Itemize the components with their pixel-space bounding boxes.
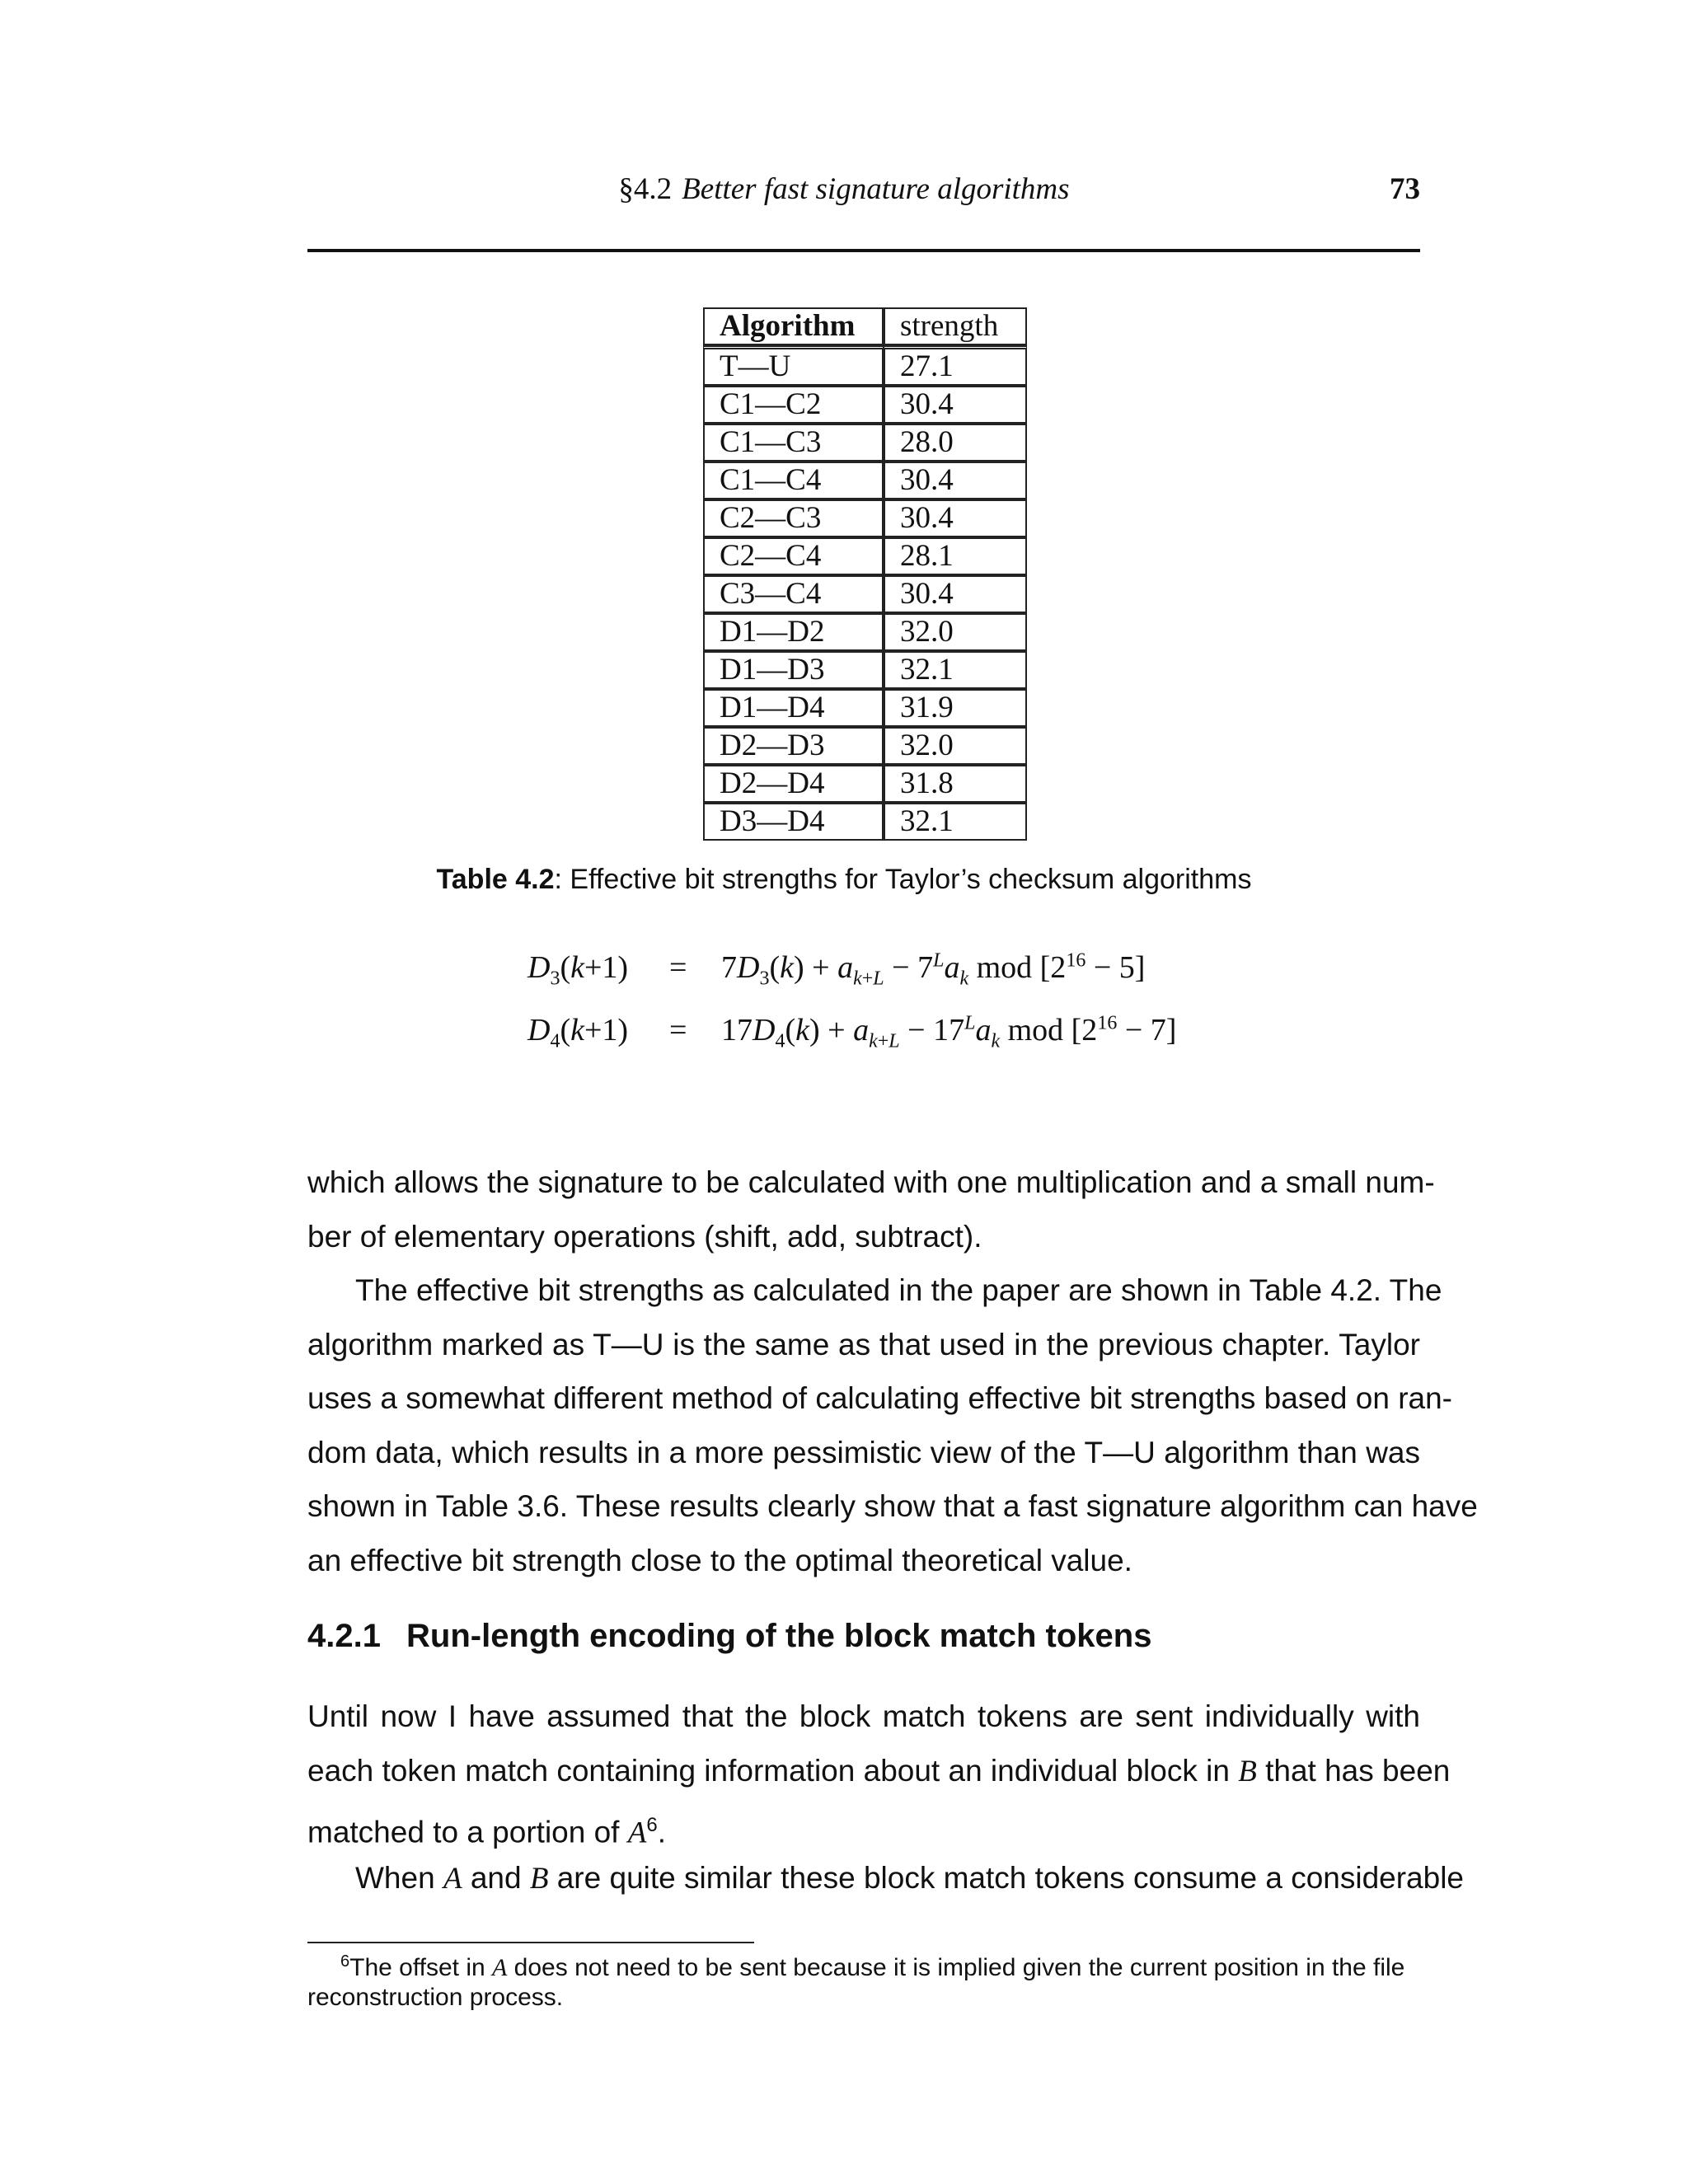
paragraph-1-line: which allows the signature to be calculated with one multiplication and a small num- [307, 1165, 1435, 1199]
paragraph-2-line: algorithm marked as T—U is the same as that used in the previous chapter. Taylor [307, 1327, 1420, 1361]
table-header-row [703, 307, 1027, 345]
text-run: The offset in [349, 1954, 493, 1981]
algorithm-cell: D1—D3 [703, 651, 884, 689]
footnote-line: reconstruction process. [307, 1984, 564, 2011]
paragraph-4 [307, 1851, 1465, 1906]
text-run: does not need to be sent because it is implied given the current position in the file [507, 1954, 1405, 1981]
algorithm-cell: C2—C3 [703, 499, 884, 537]
algorithm-cell: C3—C4 [703, 575, 884, 613]
strength-cell: 30.4 [884, 499, 1027, 537]
column-header-algorithm: Algorithm [703, 307, 884, 345]
equation-1-lhs: $D_3(k+1)$ [528, 950, 629, 990]
running-title [0, 165, 1688, 214]
equation-1-equals: = [669, 950, 687, 985]
strength-cell: 30.4 [884, 386, 1027, 424]
text-run: matched to a portion of [307, 1815, 628, 1849]
algorithm-cell: C1—C2 [703, 386, 884, 424]
paragraph-1-line: ber of elementary operations (shift, add, subtract). [307, 1219, 982, 1254]
table-row [703, 765, 1027, 803]
caption-text: : Effective bit strengths for Taylor’s checksum algorithms [554, 864, 1252, 895]
strength-cell: 31.8 [884, 765, 1027, 803]
math-variable: B [529, 1862, 549, 1896]
math-variable: A [492, 1954, 508, 1981]
table-row [703, 424, 1027, 462]
paragraph-1 [307, 1155, 1435, 1263]
paragraph-3-line: Until now I have assumed that the block match tokens are sent individually with [307, 1699, 1420, 1733]
table-caption [0, 864, 1688, 896]
algorithm-cell: D1—D4 [703, 689, 884, 727]
text-run: . [657, 1815, 666, 1849]
math-variable: A [443, 1862, 462, 1896]
subsection-heading [307, 1618, 1151, 1655]
text-run: are quite similar these block match tokens consume a considerable [548, 1861, 1465, 1895]
footnote [307, 1947, 1420, 2013]
text-run: each token match containing information about an individual block in [307, 1753, 1239, 1788]
strength-cell: 30.4 [884, 575, 1027, 613]
table-row [703, 613, 1027, 651]
table-row [703, 386, 1027, 424]
paragraph-2-line: The effective bit strengths as calculated in the paper are shown in Table 4.2. The [355, 1273, 1442, 1307]
algorithm-cell: C2—C4 [703, 537, 884, 575]
algorithm-cell: D2—D3 [703, 727, 884, 765]
table-row [703, 499, 1027, 537]
table-row [703, 727, 1027, 765]
strength-cell: 31.9 [884, 689, 1027, 727]
paragraph-3-line [307, 1744, 1451, 1799]
paragraph-3 [307, 1690, 1451, 1860]
running-header [0, 165, 1688, 214]
strength-cell: 27.1 [884, 345, 1027, 386]
paragraph-2 [307, 1263, 1478, 1587]
table-body [703, 345, 1027, 841]
running-title-text: Better fast signature algorithms [682, 172, 1070, 206]
text-run: When [355, 1861, 443, 1895]
subsection-number: 4.2.1 [307, 1618, 381, 1654]
caption-label: Table 4.2 [436, 864, 555, 895]
math-variable: A [627, 1816, 647, 1850]
paragraph-4-line [307, 1851, 1465, 1906]
paragraph-2-line: an effective bit strength close to the optimal theoretical value. [307, 1543, 1132, 1577]
text-run: that has been [1256, 1753, 1451, 1788]
footnote-line [307, 1954, 1404, 1981]
equation-2-lhs: $D_4(k+1)$ [528, 1013, 629, 1052]
table-row [703, 345, 1027, 386]
footnote-mark: 6 [340, 1952, 350, 1971]
table-row [703, 537, 1027, 575]
table-row [703, 689, 1027, 727]
algorithm-cell: D3—D4 [703, 803, 884, 841]
footnote-marker: 6 [646, 1814, 658, 1836]
header-rule [307, 249, 1420, 252]
section-symbol: §4.2 [618, 172, 673, 206]
paragraph-2-line: uses a somewhat different method of calculating effective bit strengths based on ran- [307, 1381, 1452, 1415]
column-header-strength: strength [884, 307, 1027, 345]
strength-cell: 28.1 [884, 537, 1027, 575]
equation-2-equals: = [669, 1013, 687, 1047]
algorithm-cell: C1—C3 [703, 424, 884, 462]
strength-cell: 32.0 [884, 613, 1027, 651]
strength-cell: 32.1 [884, 803, 1027, 841]
table-row [703, 462, 1027, 499]
strength-cell: 32.1 [884, 651, 1027, 689]
strength-cell: 32.0 [884, 727, 1027, 765]
text-run: and [462, 1861, 530, 1895]
algorithm-cell: T—U [703, 345, 884, 386]
page-number: 73 [1390, 172, 1420, 206]
table-row [703, 575, 1027, 613]
bit-strength-table [703, 307, 1027, 841]
equation-1-rhs: $7D_3(k) + a_{k+L} - 7^La_k$ mod $[2^{16} - 5]$ [721, 949, 1146, 990]
table-row [703, 803, 1027, 841]
algorithm-cell: C1—C4 [703, 462, 884, 499]
math-variable: B [1238, 1754, 1257, 1788]
table-row [703, 651, 1027, 689]
subsection-title: Run-length encoding of the block match tokens [406, 1618, 1152, 1654]
algorithm-cell: D2—D4 [703, 765, 884, 803]
equation-2-rhs: $17D_4(k) + a_{k+L} - 17^La_k$ mod $[2^{16} - 7]$ [721, 1012, 1177, 1052]
algorithm-cell: D1—D2 [703, 613, 884, 651]
strength-cell: 30.4 [884, 462, 1027, 499]
footnote-rule [307, 1942, 754, 1943]
paragraph-2-line: dom data, which results in a more pessimistic view of the T—U algorithm than was [307, 1435, 1420, 1469]
strength-cell: 28.0 [884, 424, 1027, 462]
paragraph-2-line: shown in Table 3.6. These results clearly show that a fast signature algorithm can have [307, 1489, 1478, 1523]
